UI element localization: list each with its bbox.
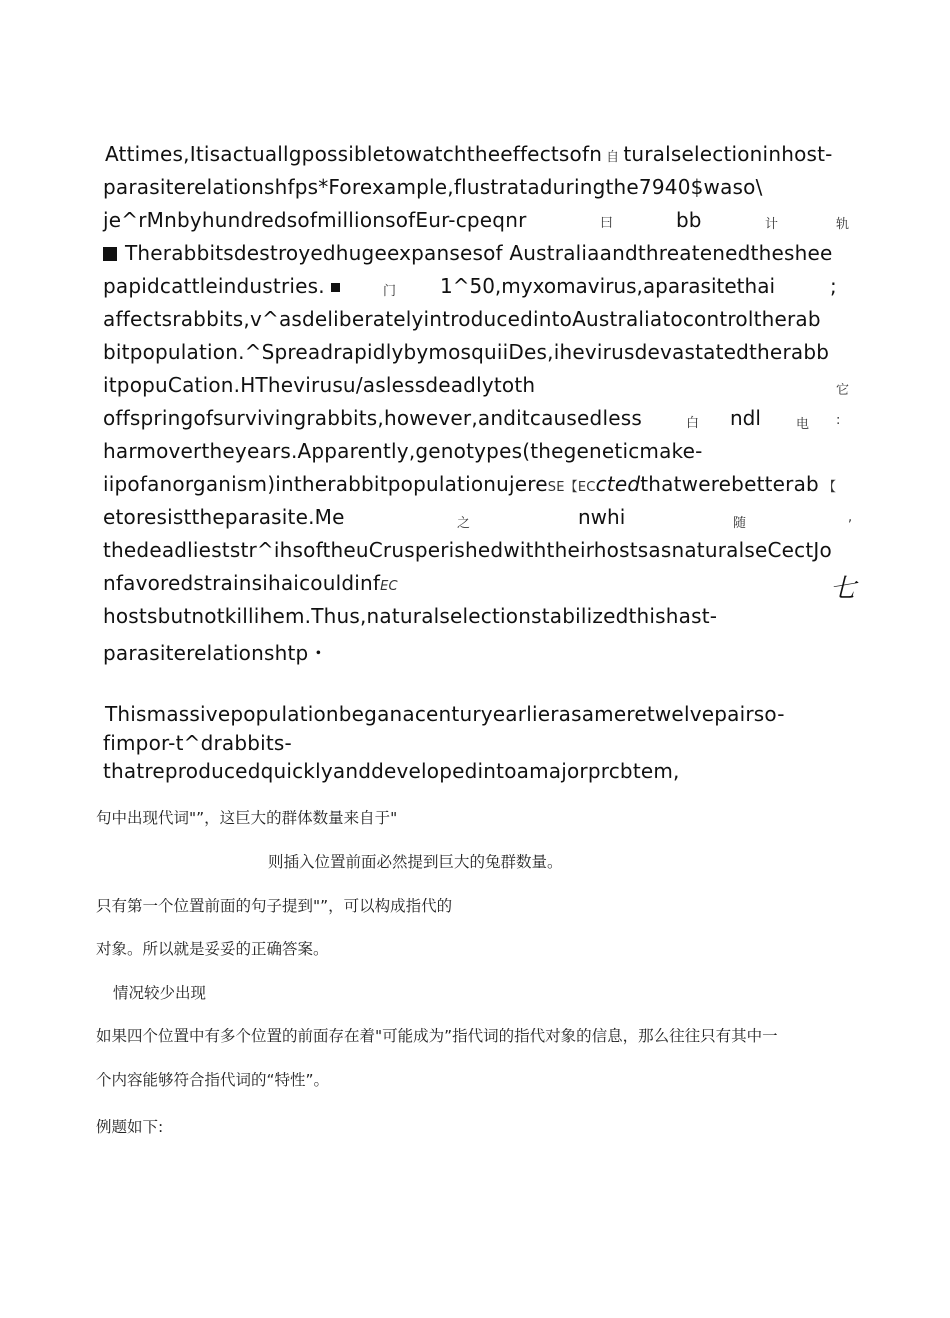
stray-text: 1^50,myxomavirus,aparasitethai — [440, 274, 776, 298]
stray-text: bb — [676, 208, 702, 232]
para1-line-13: thedeadlieststr^ihsoftheuCrusperishedwiththeirhostsasnaturalseCectJo — [103, 538, 832, 562]
stray-glyph: 曰 — [600, 216, 614, 231]
text: papidcattleindustries. — [103, 274, 325, 298]
text: EC — [380, 579, 398, 594]
note-line-5: 情况较少出现 — [113, 984, 207, 1002]
stray-text: ndl — [730, 406, 761, 430]
text: nfavoredstrainsihaicouldinf — [103, 571, 381, 595]
para1-line-16: parasiterelationshtp・ — [103, 641, 329, 665]
note-line-8: 例题如下: — [96, 1118, 164, 1136]
note-line-6: 如果四个位置中有多个位置的前面存在着"可能成为”指代词的指代对象的信息，那么往往只有其中一 — [96, 1027, 778, 1045]
stray-glyph: , — [848, 510, 853, 525]
para1-line-8: itpopuCation.HThevirusu/aslessdeadlytoth — [103, 373, 536, 397]
text: 【 — [564, 480, 578, 495]
para1-line-6: affectsrabbits,v^asdeliberatelyintroducedintoAustraliatocontroltherab — [103, 307, 821, 331]
para1-line-9: offspringofsurvivingrabbits,however,anditcausedless — [103, 406, 642, 430]
para1-line-12: etoresisttheparasite.Me — [103, 505, 345, 529]
stray-glyph: 它 — [836, 383, 850, 398]
stray-text: ; — [830, 274, 837, 298]
stray-glyph: 白 — [686, 416, 700, 431]
text: cted — [595, 472, 641, 496]
note-line-2: 则插入位置前面必然提到巨大的兔群数量。 — [268, 853, 563, 871]
bullet-square — [103, 247, 117, 261]
text: thatwerebetterab — [640, 472, 819, 496]
para1-line-1 — [105, 142, 865, 166]
stray-glyph: 随 — [733, 516, 747, 531]
stray-glyph: 七 — [830, 574, 857, 604]
stray-glyph: 之 — [457, 516, 471, 531]
text: 自 — [606, 150, 620, 165]
stray-glyph: 门 — [383, 284, 397, 299]
para2-line-2: fimpor-t^drabbits- — [103, 731, 292, 755]
text: SE — [547, 480, 565, 495]
text: EC — [577, 480, 596, 495]
text: Therabbitsdestroyedhugeexpansesof Australiaandthreatenedthesheе — [125, 241, 833, 265]
para1-line-3 — [103, 208, 863, 232]
stray-text: nwhi — [578, 505, 626, 529]
note-line-1: 句中出现代词"”，这巨大的群体数量来自于" — [96, 809, 398, 827]
text: turalselectioninhost- — [623, 142, 833, 166]
para2-line-1: Thismassivepopulationbeganacenturyearlierasameretwelvepairso- — [105, 702, 785, 726]
note-line-4: 对象。所以就是妥妥的正确答案。 — [96, 940, 329, 958]
note-line-7: 个内容能够符合指代词的“特性”。 — [96, 1071, 330, 1089]
para1-line-7: bitpopulation.^SpreadrapidlybymosquiiDes,ihevirusdevastatedtherabb — [103, 340, 830, 364]
stray-glyph: 电 — [796, 417, 810, 432]
text: iipofanorganism)intherabbitpopulationujere — [103, 472, 548, 496]
para1-line-15: hostsbutnotkillihem.Thus,naturalselectionstabilizedthishast- — [103, 604, 718, 628]
stray-glyph: 轨 — [836, 217, 850, 232]
note-line-3: 只有第一个位置前面的句子提到"”，可以构成指代的 — [96, 897, 453, 915]
para2-line-3: thatreproducedquicklyanddevelopedintoamajorprcbtem, — [103, 759, 680, 783]
text: je^rMnbyhundredsofmillionsofEur-cpeqnr — [103, 208, 527, 232]
text: 【 — [822, 480, 837, 495]
para1-line-4 — [103, 241, 863, 265]
para1-line-11 — [103, 472, 863, 496]
text: Attimes,Itisactuallgpossibletowatchtheeffectsofn — [105, 142, 603, 166]
para1-line-2: parasiterelationshfps*Forexample,flustrataduringthe7940$waso\ — [103, 175, 763, 199]
para1-line-10: harmovertheyears.Apparently,genotypes(thegeneticmake- — [103, 439, 703, 463]
bullet-square-small — [331, 283, 340, 292]
stray-glyph: : — [836, 413, 841, 428]
para1-line-14 — [103, 571, 863, 595]
stray-glyph: 计 — [765, 217, 779, 232]
